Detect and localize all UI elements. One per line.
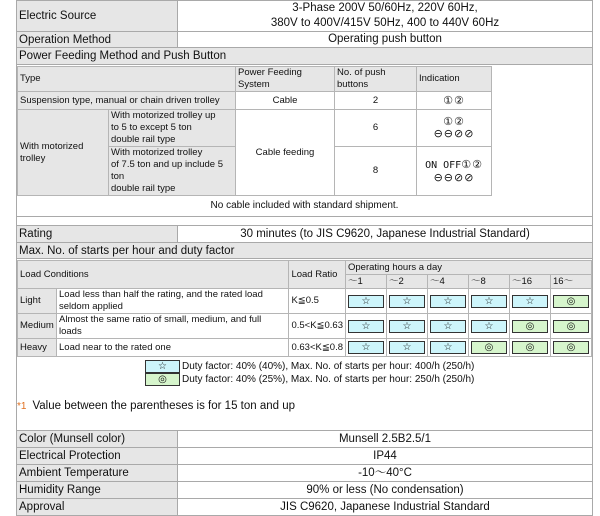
direction-icons	[419, 128, 489, 140]
subtype-line: double rail type	[111, 183, 176, 194]
approval-label: Approval	[17, 499, 178, 516]
type-group-cell: With motorized trolley	[18, 110, 109, 196]
row-approval	[17, 499, 593, 516]
electric-source-label: Electric Source	[17, 1, 178, 32]
star-icon: ☆	[471, 320, 507, 333]
col-header-system: Power Feeding System	[236, 67, 335, 92]
table-row	[18, 289, 592, 314]
down-arrow-button-icon: ②	[454, 115, 465, 128]
power-feeding-header-row	[18, 67, 492, 92]
legend-item	[145, 360, 592, 373]
load-ratio-cell: 0.5<K≦0.63	[289, 314, 346, 339]
star-icon: ☆	[348, 320, 384, 333]
indication-cell	[417, 110, 492, 147]
row-duty-content	[17, 259, 593, 431]
system-cell: Cable feeding	[236, 110, 335, 196]
right-arrow-button-icon: ⊖	[443, 127, 454, 140]
row-power-feeding-content	[17, 65, 593, 217]
mark-cell	[510, 314, 551, 339]
humidity-range-value: 90% or less (No condensation)	[178, 482, 593, 499]
approval-value: JIS C9620, Japanese Industrial Standard	[178, 499, 593, 516]
load-description-cell: Almost the same ratio of small, medium, and full loads	[57, 314, 289, 339]
footnote-ref: *1	[17, 401, 27, 412]
diagonal-up-arrow-button-icon: ⊘	[454, 127, 465, 140]
row-ambient-temperature	[17, 465, 593, 482]
color-label: Color (Munsell color)	[17, 431, 178, 448]
double-circle-icon: ◎	[553, 341, 589, 354]
power-feeding-content	[17, 65, 593, 217]
mark-cell	[428, 314, 469, 339]
ambient-temperature-value: -10～40°C	[178, 465, 593, 482]
mark-cell	[551, 314, 592, 339]
load-description-cell: Load near to the rated one	[57, 339, 289, 357]
row-humidity-range	[17, 482, 593, 499]
electric-source-line1: 3-Phase 200V 50/60Hz, 220V 60Hz,	[292, 2, 478, 14]
double-circle-icon: ◎	[553, 320, 589, 333]
duty-header-row	[18, 261, 592, 275]
mark-cell	[469, 339, 510, 357]
star-icon: ☆	[430, 295, 466, 308]
diagonal-up-arrow-button-icon: ⊘	[454, 170, 465, 184]
mark-cell	[551, 289, 592, 314]
duty-section-title: Max. No. of starts per hour and duty factor	[17, 243, 593, 259]
mark-cell	[346, 339, 387, 357]
direction-icons	[419, 172, 489, 184]
load-level-cell: Heavy	[18, 339, 57, 357]
row-rating	[17, 226, 593, 243]
col-header-operating-hours: Operating hours a day	[346, 261, 592, 275]
subtype-line: of 7.5 ton and up include 5 ton	[111, 159, 223, 182]
down-arrow-button-icon: ②	[454, 93, 465, 107]
down-arrow-button-icon: ②	[472, 157, 483, 171]
system-cell: Cable	[236, 92, 335, 110]
star-icon: ☆	[348, 341, 384, 354]
left-arrow-button-icon: ⊖	[433, 127, 444, 140]
spec-table	[16, 0, 593, 516]
diagonal-down-arrow-button-icon: ⊘	[464, 170, 475, 184]
power-feeding-note: No cable included with standard shipment.	[210, 200, 399, 211]
indication-cell	[417, 147, 492, 196]
indication-cell	[417, 92, 492, 110]
mark-cell	[510, 289, 551, 314]
power-feeding-section-title: Power Feeding Method and Push Button	[17, 48, 593, 65]
type-cell: Suspension type, manual or chain driven trolley	[18, 92, 236, 110]
star-icon: ☆	[471, 295, 507, 308]
legend-text: Duty factor: 40% (40%), Max. No. of starts per hour: 400/h (250/h)	[182, 361, 475, 372]
col-header-buttons: No. of push buttons	[335, 67, 417, 92]
rating-label: Rating	[17, 226, 178, 243]
hours-header: 16～	[551, 275, 592, 289]
footnote	[17, 400, 592, 430]
double-circle-icon: ◎	[512, 320, 548, 333]
spec-sheet	[16, 0, 593, 516]
table-row	[18, 339, 592, 357]
legend-text: Duty factor: 40% (25%), Max. No. of starts per hour: 250/h (250/h)	[182, 374, 475, 385]
table-row	[18, 110, 492, 147]
subtype-line: With motorized trolley	[111, 147, 203, 158]
mark-cell	[469, 289, 510, 314]
subtype-line: double rail type	[111, 134, 176, 145]
hours-header: ～1	[346, 275, 387, 289]
hours-header: ～2	[387, 275, 428, 289]
load-description-cell: Load less than half the rating, and the rated load seldom applied	[57, 289, 289, 314]
subtype-cell	[109, 147, 236, 196]
mark-cell	[387, 314, 428, 339]
ambient-temperature-label: Ambient Temperature	[17, 465, 178, 482]
subtype-line: to 5 to except 5 ton	[111, 122, 192, 133]
subtype-line: With motorized trolley up	[111, 110, 216, 121]
electric-source-value	[178, 1, 593, 32]
legend-item	[145, 373, 592, 386]
col-header-indication: Indication	[417, 67, 492, 92]
subtype-cell	[109, 110, 236, 147]
on-off-label: ON OFF	[425, 159, 462, 171]
mark-cell	[428, 339, 469, 357]
footnote-text: Value between the parentheses is for 15 ton and up	[32, 400, 296, 412]
electrical-protection-value: IP44	[178, 448, 593, 465]
mark-cell	[428, 289, 469, 314]
double-circle-icon: ◎	[471, 341, 507, 354]
hours-header: ～4	[428, 275, 469, 289]
diagonal-down-arrow-button-icon: ⊘	[464, 127, 475, 140]
load-ratio-cell: K≦0.5	[289, 289, 346, 314]
buttons-cell: 8	[335, 147, 417, 196]
duty-table	[17, 260, 592, 357]
star-icon: ☆	[389, 341, 425, 354]
up-arrow-button-icon: ①	[443, 115, 454, 128]
duty-content	[17, 259, 593, 431]
spacer-row	[17, 217, 593, 226]
table-row	[18, 92, 492, 110]
buttons-cell: 2	[335, 92, 417, 110]
mark-cell	[387, 289, 428, 314]
mark-cell	[346, 314, 387, 339]
col-header-load-conditions: Load Conditions	[18, 261, 289, 289]
mark-cell	[346, 289, 387, 314]
mark-cell	[387, 339, 428, 357]
up-arrow-button-icon: ①	[443, 93, 454, 107]
operation-method-value: Operating push button	[178, 32, 593, 48]
row-electrical-protection	[17, 448, 593, 465]
row-power-feeding-header	[17, 48, 593, 65]
double-circle-icon: ◎	[553, 295, 589, 308]
mark-cell	[551, 339, 592, 357]
star-icon: ☆	[430, 320, 466, 333]
electrical-protection-label: Electrical Protection	[17, 448, 178, 465]
humidity-range-label: Humidity Range	[17, 482, 178, 499]
mark-cell	[510, 339, 551, 357]
load-level-cell: Light	[18, 289, 57, 314]
star-icon: ☆	[348, 295, 384, 308]
star-icon: ☆	[430, 341, 466, 354]
star-icon: ☆	[512, 295, 548, 308]
table-row	[18, 314, 592, 339]
col-header-load-ratio: Load Ratio	[289, 261, 346, 289]
mark-cell	[469, 314, 510, 339]
rating-value: 30 minutes (to JIS C9620, Japanese Industrial Standard)	[178, 226, 593, 243]
star-icon: ☆	[389, 295, 425, 308]
row-operation-method	[17, 32, 593, 48]
row-color	[17, 431, 593, 448]
color-value: Munsell 2.5B2.5/1	[178, 431, 593, 448]
operation-method-label: Operation Method	[17, 32, 178, 48]
load-ratio-cell: 0.63<K≦0.8	[289, 339, 346, 357]
row-electric-source	[17, 1, 593, 32]
up-arrow-button-icon: ①	[461, 157, 473, 171]
double-circle-icon: ◎	[145, 373, 180, 386]
duty-legend	[145, 360, 592, 386]
hours-header: ～16	[510, 275, 551, 289]
load-level-cell: Medium	[18, 314, 57, 339]
double-circle-icon: ◎	[512, 341, 548, 354]
right-arrow-button-icon: ⊖	[443, 170, 454, 184]
col-header-type: Type	[18, 67, 236, 92]
hours-header: ～8	[469, 275, 510, 289]
buttons-cell: 6	[335, 110, 417, 147]
row-duty-header	[17, 243, 593, 259]
star-icon: ☆	[389, 320, 425, 333]
left-arrow-button-icon: ⊖	[433, 170, 444, 184]
electric-source-line2: 380V to 400V/415V 50Hz, 400 to 440V 60Hz	[270, 17, 500, 29]
spacer	[17, 217, 593, 226]
star-icon: ☆	[145, 360, 180, 373]
power-feeding-table	[17, 66, 492, 196]
